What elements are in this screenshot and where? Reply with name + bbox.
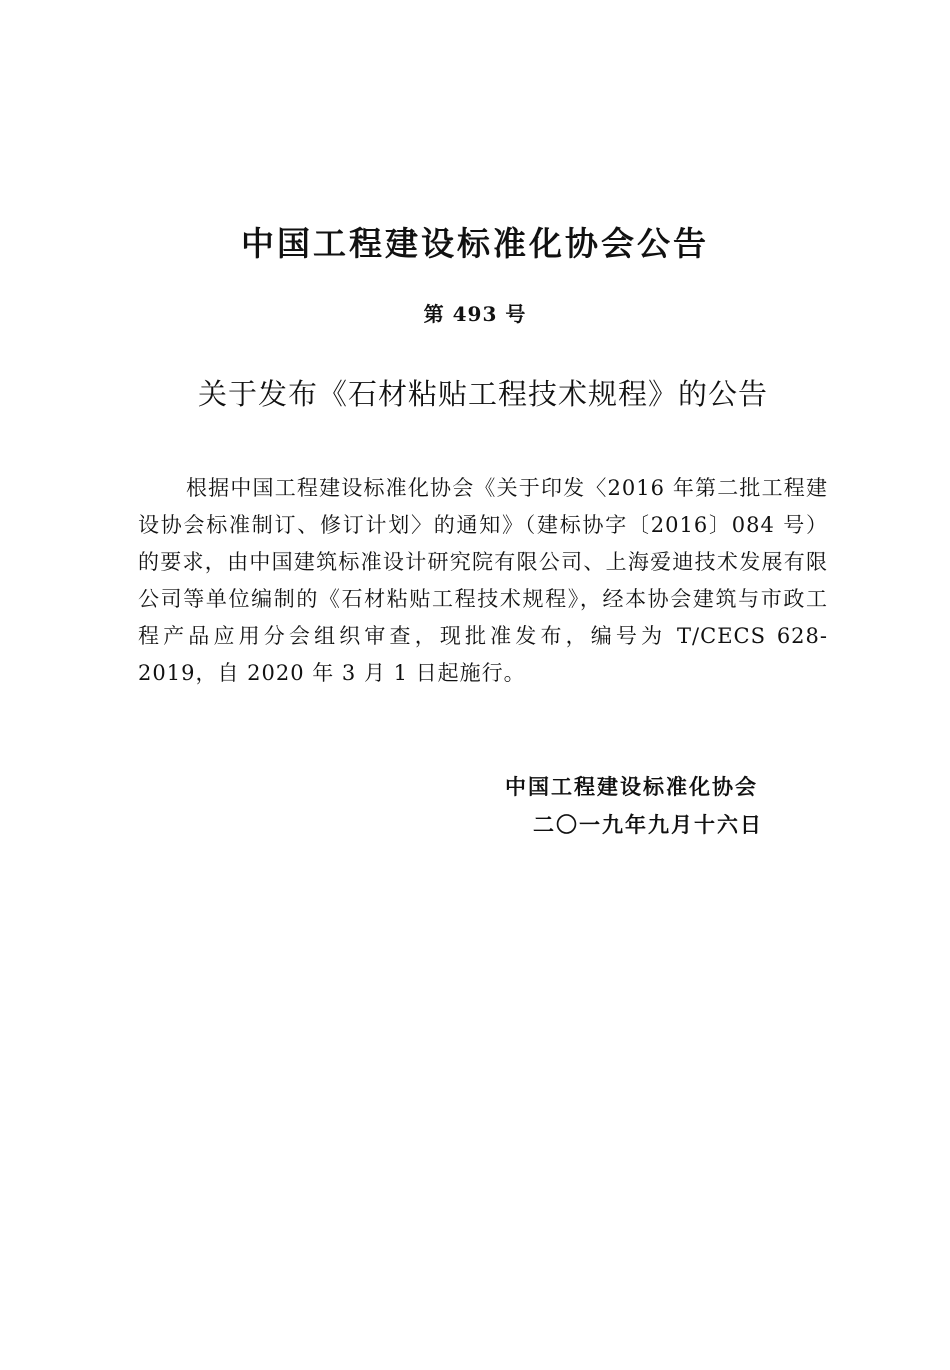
signature-organization: 中国工程建设标准化协会: [505, 775, 758, 799]
notice-body: 根据中国工程建设标准化协会《关于印发〈2016 年第二批工程建设协会标准制订、修订计划〉的通知》（建标协字〔2016〕084 号）的要求，由中国建筑标准设计研究院有限公司、上海爱迪技术发展有限公司等单位编制的《石材粘贴工程技术规程》，经本协会建筑与市政工程产品应用分会组织审查，现批准发布，编号为 T/CECS 628-2019，自 2020 年 3 月 1 日起施行。: [138, 476, 828, 685]
organization-title: 中国工程建设标准化协会公告: [241, 224, 709, 263]
notice-title: 关于发布《石材粘贴工程技术规程》的公告: [197, 377, 768, 411]
issue-number: 第 493 号: [423, 302, 527, 326]
signature-date: 二〇一九年九月十六日: [533, 813, 763, 837]
signature-block: [505, 768, 795, 844]
